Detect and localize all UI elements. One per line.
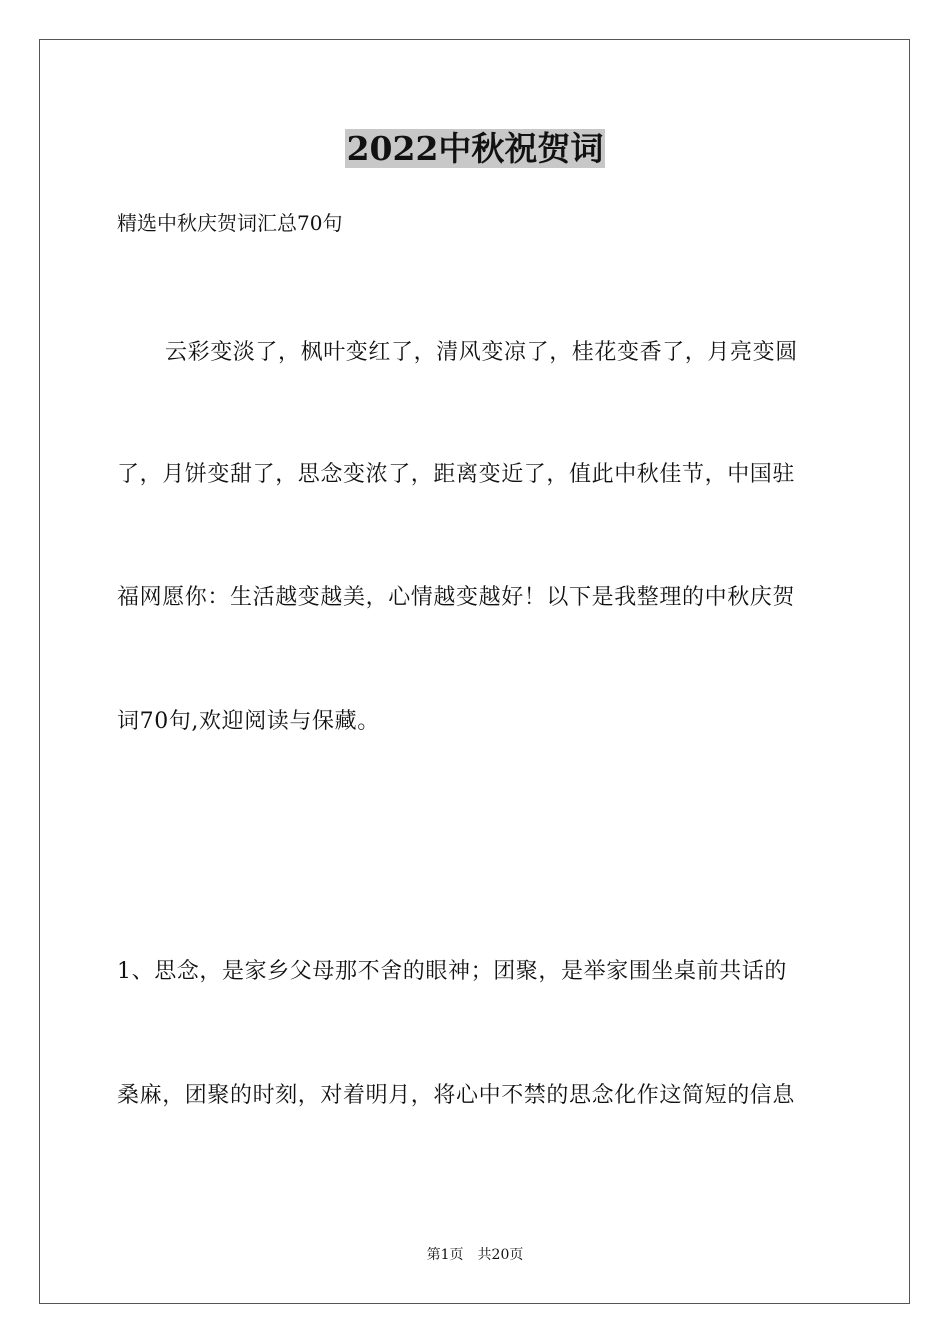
document-title: [0, 124, 950, 174]
paragraph-line: 1、思念，是家乡父母那不舍的眼神；团聚，是举家围坐桌前共话的: [117, 959, 787, 984]
document-subtitle: 精选中秋庆贺词汇总70句: [117, 211, 343, 235]
paragraph-line: 词70句,欢迎阅读与保藏。: [117, 709, 380, 734]
document-title-text: 2022中秋祝贺词: [346, 129, 604, 168]
paragraph-line: 福网愿你：生活越变越美，心情越变越好！以下是我整理的中秋庆贺: [117, 585, 796, 610]
paragraph-line: 桑麻，团聚的时刻，对着明月，将心中不禁的思念化作这简短的信息: [117, 1083, 796, 1108]
paragraph-line: 云彩变淡了，枫叶变红了，清风变凉了，桂花变香了，月亮变圆: [165, 340, 798, 365]
paragraph-line: 了，月饼变甜了，思念变浓了，距离变近了，值此中秋佳节，中国驻: [117, 462, 796, 487]
page-number: 第1页 共20页: [426, 1247, 524, 1263]
